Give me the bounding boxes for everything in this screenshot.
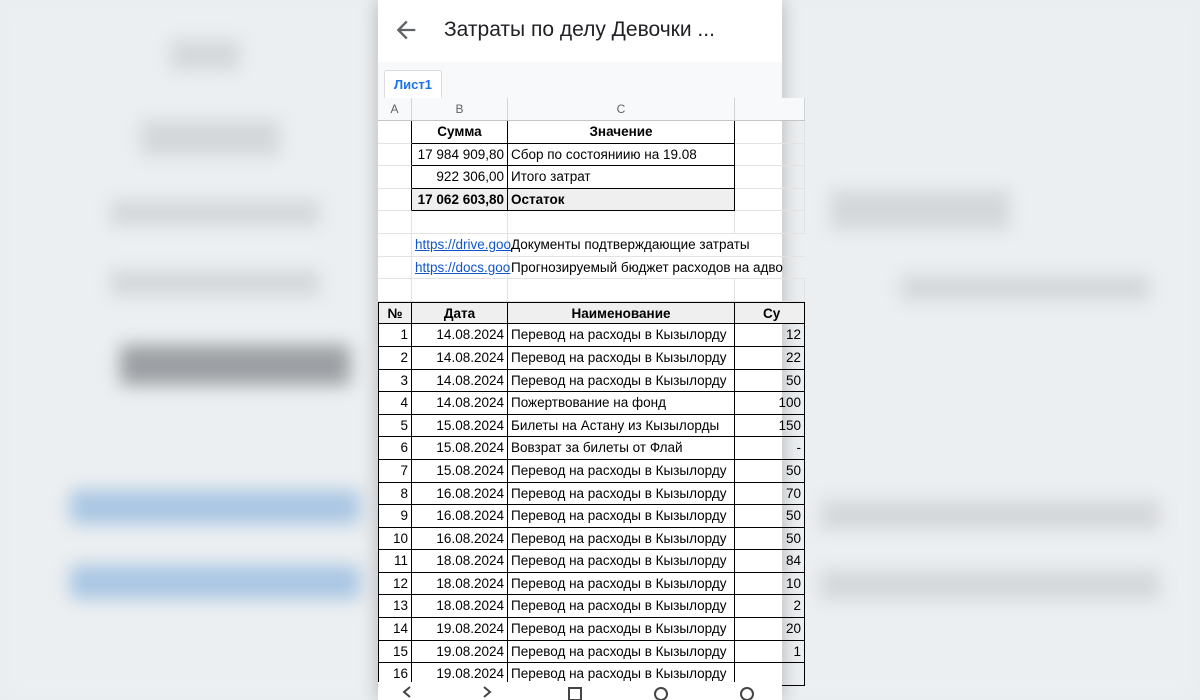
table-row <box>378 528 805 551</box>
chevron-right-icon[interactable] <box>476 684 498 700</box>
column-header-a[interactable]: A <box>378 98 412 120</box>
summary-row <box>378 144 805 167</box>
row-name[interactable]: Вовзрат за билеты от Флай <box>508 437 735 460</box>
table-row <box>378 437 805 460</box>
row-number[interactable]: 10 <box>378 528 412 551</box>
column-header-b[interactable]: B <box>412 98 508 120</box>
row-name[interactable]: Перевод на расходы в Кызылорду <box>508 641 735 664</box>
row-sum[interactable]: 100 <box>735 392 805 415</box>
row-name[interactable]: Перевод на расходы в Кызылорду <box>508 324 735 347</box>
expenses-header-row <box>378 302 805 325</box>
row-number[interactable]: 1 <box>378 324 412 347</box>
column-header-d[interactable] <box>735 98 805 120</box>
row-date[interactable]: 15.08.2024 <box>412 460 508 483</box>
row-number[interactable]: 15 <box>378 641 412 664</box>
system-nav-bar <box>378 682 782 700</box>
link-cell[interactable]: https://drive.goo <box>412 234 508 257</box>
expense-rows <box>378 324 805 686</box>
row-date[interactable]: 16.08.2024 <box>412 528 508 551</box>
summary-header-row <box>378 121 805 144</box>
table-row <box>378 460 805 483</box>
row-date[interactable]: 18.08.2024 <box>412 573 508 596</box>
link-row <box>378 257 805 280</box>
row-date[interactable]: 14.08.2024 <box>412 324 508 347</box>
summary-label[interactable]: Итого затрат <box>508 166 735 189</box>
menu-icon[interactable] <box>736 684 758 700</box>
row-date[interactable]: 14.08.2024 <box>412 347 508 370</box>
sheet-rows <box>378 121 805 686</box>
link-cell[interactable]: https://docs.goo <box>412 257 508 280</box>
header-sum[interactable]: Су <box>735 302 805 325</box>
row-number[interactable]: 13 <box>378 595 412 618</box>
row-sum[interactable]: 50 <box>735 505 805 528</box>
row-sum[interactable]: 2 <box>735 595 805 618</box>
row-sum[interactable]: 12 <box>735 324 805 347</box>
summary-row <box>378 189 805 212</box>
row-number[interactable]: 11 <box>378 550 412 573</box>
table-row <box>378 324 805 347</box>
header-date[interactable]: Дата <box>412 302 508 325</box>
row-sum[interactable]: - <box>735 437 805 460</box>
table-row <box>378 483 805 506</box>
row-name[interactable]: Пожертвование на фонд <box>508 392 735 415</box>
row-sum[interactable]: 22 <box>735 347 805 370</box>
arrow-left-icon <box>392 16 420 44</box>
row-number[interactable]: 4 <box>378 392 412 415</box>
phone-screen <box>378 0 801 700</box>
row-number[interactable]: 3 <box>378 370 412 393</box>
link-description[interactable]: Прогнозируемый бюджет расходов на адво <box>508 257 805 280</box>
row-date[interactable]: 14.08.2024 <box>412 370 508 393</box>
row-number[interactable]: 2 <box>378 347 412 370</box>
row-date[interactable]: 19.08.2024 <box>412 641 508 664</box>
row-date[interactable]: 19.08.2024 <box>412 663 508 686</box>
pages-icon[interactable] <box>650 684 672 700</box>
row-number[interactable]: 16 <box>378 663 412 686</box>
row-date[interactable]: 16.08.2024 <box>412 483 508 506</box>
summary-label[interactable]: Остаток <box>508 189 735 212</box>
row-date[interactable]: 18.08.2024 <box>412 550 508 573</box>
table-row <box>378 641 805 664</box>
row-number[interactable]: 5 <box>378 415 412 438</box>
row-sum[interactable]: 70 <box>735 483 805 506</box>
table-row <box>378 550 805 573</box>
app-bar <box>378 0 782 63</box>
document-title: Затраты по делу Девочки ... <box>444 18 715 41</box>
row-sum[interactable]: 50 <box>735 528 805 551</box>
summary-amount[interactable]: 922 306,00 <box>412 166 508 189</box>
row-name[interactable]: Перевод на расходы в Кызылорду <box>508 663 735 686</box>
row-sum[interactable]: 1 <box>735 641 805 664</box>
summary-amount-header[interactable]: Сумма <box>412 121 508 144</box>
summary-label[interactable]: Сбор по состояниию на 19.08 <box>508 144 735 167</box>
table-row <box>378 573 805 596</box>
table-row <box>378 370 805 393</box>
table-row <box>378 618 805 641</box>
summary-row <box>378 166 805 189</box>
row-number[interactable]: 8 <box>378 483 412 506</box>
row-name[interactable]: Перевод на расходы в Кызылорду <box>508 370 735 393</box>
header-name[interactable]: Наименование <box>508 302 735 325</box>
row-name[interactable]: Перевод на расходы в Кызылорду <box>508 483 735 506</box>
chevron-left-icon[interactable] <box>396 684 418 700</box>
summary-value-header[interactable]: Значение <box>508 121 735 144</box>
row-number[interactable]: 7 <box>378 460 412 483</box>
row-name[interactable]: Перевод на расходы в Кызылорду <box>508 505 735 528</box>
back-button[interactable] <box>392 16 420 44</box>
row-sum[interactable]: 50 <box>735 370 805 393</box>
row-name[interactable]: Перевод на расходы в Кызылорду <box>508 618 735 641</box>
table-row <box>378 415 805 438</box>
link-description[interactable]: Документы подтверждающие затраты <box>508 234 805 257</box>
row-date[interactable]: 18.08.2024 <box>412 595 508 618</box>
row-date[interactable]: 16.08.2024 <box>412 505 508 528</box>
row-date[interactable]: 15.08.2024 <box>412 437 508 460</box>
row-name[interactable]: Перевод на расходы в Кызылорду <box>508 550 735 573</box>
row-name[interactable]: Перевод на расходы в Кызылорду <box>508 573 735 596</box>
spreadsheet-grid[interactable] <box>378 98 801 682</box>
table-row <box>378 595 805 618</box>
row-number[interactable]: 14 <box>378 618 412 641</box>
sheet-tab-bar <box>378 62 782 99</box>
row-sum[interactable]: 10 <box>735 573 805 596</box>
table-row <box>378 392 805 415</box>
row-sum[interactable]: 50 <box>735 460 805 483</box>
header-number[interactable]: № <box>378 302 412 325</box>
tab-sheet1[interactable]: Лист1 <box>384 70 442 99</box>
column-headers <box>378 98 805 121</box>
column-header-c[interactable]: C <box>508 98 735 120</box>
row-date[interactable]: 14.08.2024 <box>412 392 508 415</box>
share-icon[interactable] <box>564 684 586 700</box>
row-name[interactable]: Перевод на расходы в Кызылорду <box>508 595 735 618</box>
row-date[interactable]: 19.08.2024 <box>412 618 508 641</box>
row-sum[interactable]: 20 <box>735 618 805 641</box>
row-number[interactable]: 9 <box>378 505 412 528</box>
row-name[interactable]: Перевод на расходы в Кызылорду <box>508 528 735 551</box>
table-row <box>378 347 805 370</box>
summary-amount[interactable]: 17 062 603,80 <box>412 189 508 212</box>
row-name[interactable]: Перевод на расходы в Кызылорду <box>508 347 735 370</box>
row-number[interactable]: 12 <box>378 573 412 596</box>
row-name[interactable]: Перевод на расходы в Кызылорду <box>508 460 735 483</box>
link-row <box>378 234 805 257</box>
row-sum[interactable]: 150 <box>735 415 805 438</box>
row-date[interactable]: 15.08.2024 <box>412 415 508 438</box>
summary-amount[interactable]: 17 984 909,80 <box>412 144 508 167</box>
empty-row <box>378 279 805 302</box>
table-row <box>378 505 805 528</box>
row-sum[interactable]: 84 <box>735 550 805 573</box>
empty-row <box>378 211 805 234</box>
row-name[interactable]: Билеты на Астану из Кызылорды <box>508 415 735 438</box>
row-number[interactable]: 6 <box>378 437 412 460</box>
